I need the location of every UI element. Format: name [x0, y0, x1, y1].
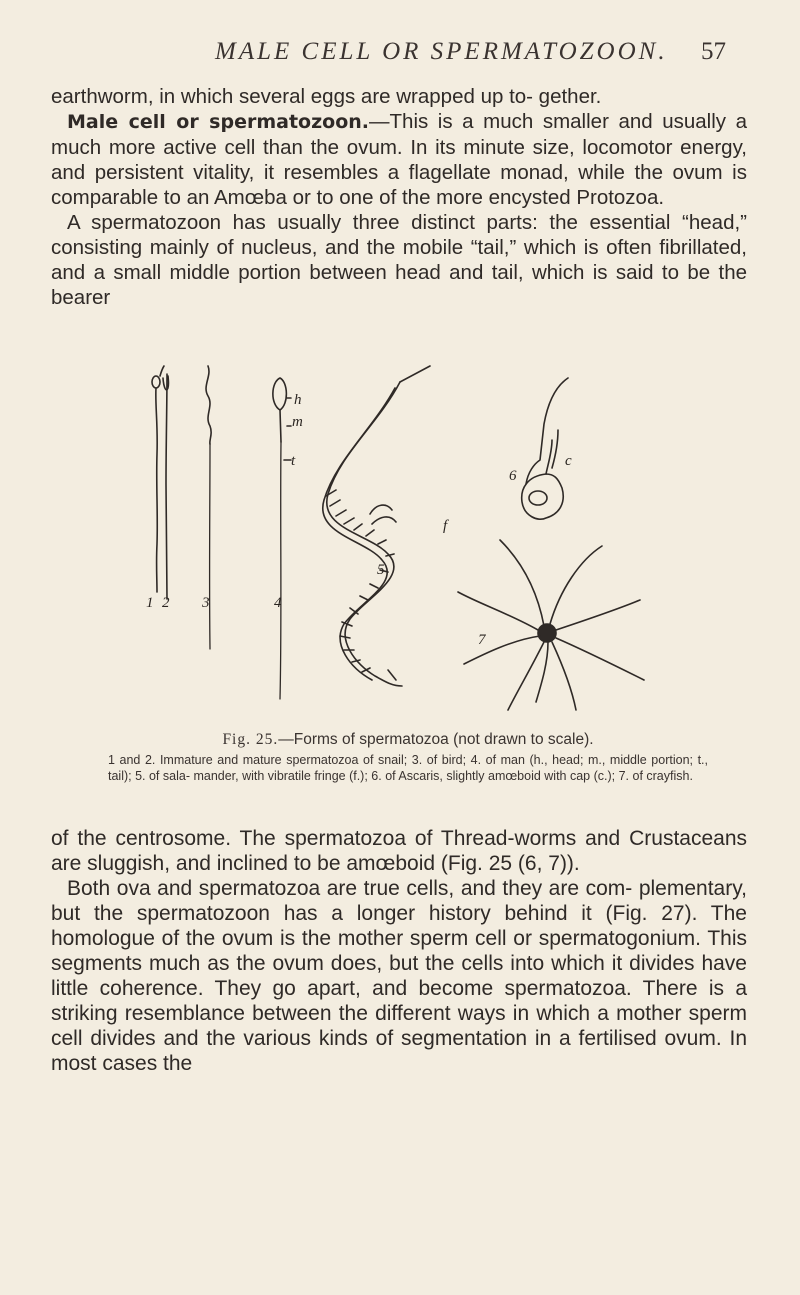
- running-head: [0, 36, 800, 70]
- figure-label-5: 5: [377, 562, 385, 578]
- spermatozoon-7-drawing: [458, 540, 644, 710]
- caption-body: 1 and 2. Immature and mature spermatozoa of snail; 3. of bird; 4. of man (h., head; m., middle portion; t., tail); 5. of sala- mander, with vibratile fringe (f.); 6. of Ascaris, slightly amœboid with cap (c.); 7. of crayfish.: [108, 753, 708, 783]
- figure-label-6: 6: [509, 468, 517, 484]
- figure-caption: [108, 731, 708, 784]
- figure-label-tail: t: [291, 453, 296, 469]
- running-title: MALE CELL OR SPERMATOZOON.: [215, 38, 668, 65]
- figure-label-cap: c: [565, 453, 572, 469]
- paragraph-centrosome: of the centrosome. The spermatozoa of Thread-worms and Crustaceans are sluggish, and inclined to be amœboid (Fig. 25 (6, 7)).: [51, 827, 747, 875]
- figure-label-4: 4: [274, 595, 282, 611]
- figure-label-7: 7: [478, 632, 486, 648]
- figure-label-3: 3: [202, 595, 210, 611]
- paragraph-earthworm: earthworm, in which several eggs are wrapped up to- gether.: [51, 85, 602, 108]
- paragraph-male-cell: [51, 109, 747, 210]
- spermatozoon-1-drawing: [152, 366, 164, 592]
- spermatozoon-5-drawing: [323, 366, 430, 686]
- paragraph-ova-and-spermatozoa: Both ova and spermatozoa are true cells, and they are com- plementary, but the spermatozoon has a longer history behind it (Fig. 27). The homologue of the ovum is the mother sperm cell or spermatogonium. This segments much as the ovum does, but the cells into which it divides have little coherence. They go apart, and become spermatozoa. There is a striking resemblance between the different ways in which a mother sperm cell divides and the various kinds of segmentation in a fertilised ovum. In most cases the: [51, 877, 747, 1075]
- figure-label-head: h: [294, 392, 302, 408]
- body-text-top: [51, 84, 747, 310]
- figure-label-fringe: f: [443, 518, 448, 534]
- caption-figure-number: Fig. 25.: [222, 731, 279, 748]
- section-heading-male-cell: Male cell or spermatozoon.: [67, 111, 370, 133]
- spermatozoon-6-drawing: [522, 378, 568, 519]
- paragraph-male-cell-text: —This is a much smaller and usually a much more active cell than the ovum. In its minute size, locomotor energy, and persistent vitality, it resembles a flagellate monad, while the ovum is comparable to an Amœba or to one of the more encysted Protozoa.: [51, 110, 747, 209]
- page-number: 57: [701, 38, 726, 65]
- spermatozoa-illustration: [140, 364, 700, 716]
- spermatozoon-2-drawing: [163, 374, 168, 599]
- caption-title: [108, 731, 708, 749]
- figure-label-1: 1: [146, 595, 154, 611]
- figure-label-2: 2: [162, 595, 170, 611]
- figure-25-spermatozoa: [140, 364, 700, 716]
- spermatozoon-4-drawing: [273, 378, 291, 699]
- figure-label-middle: m: [292, 414, 303, 430]
- body-text-bottom: [51, 826, 747, 1076]
- paragraph-three-parts: A spermatozoon has usually three distinct parts: the essential “head,” consisting mainly of nucleus, and the mobile “tail,” which is often fibrillated, and a small middle portion between head and tail, which is said to be the bearer: [51, 211, 747, 309]
- caption-title-text: —Forms of spermatozoa (not drawn to scale).: [278, 731, 594, 748]
